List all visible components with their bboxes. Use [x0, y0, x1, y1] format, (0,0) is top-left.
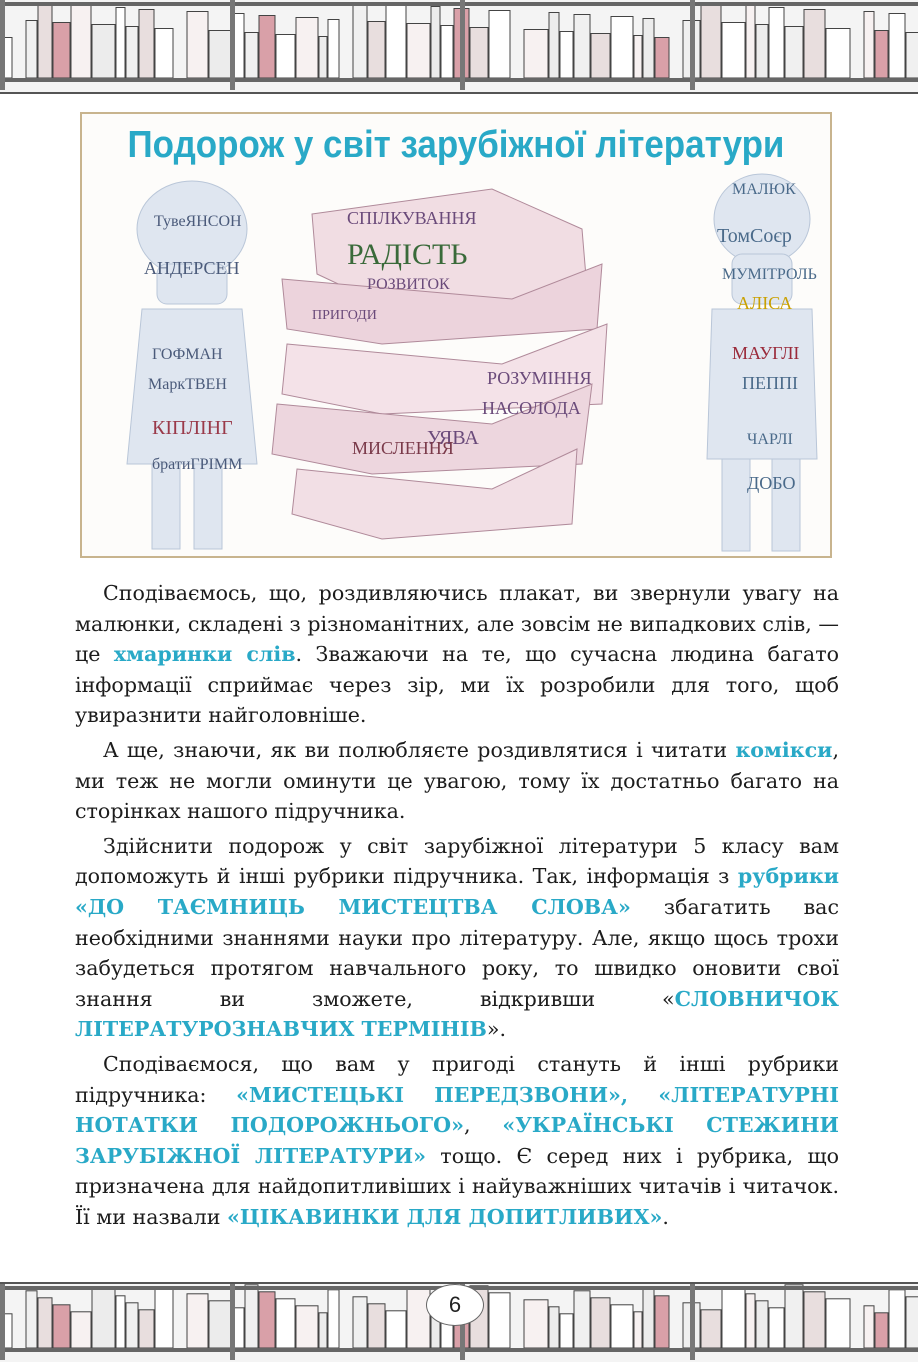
poster-word: МУМІТРОЛЬ: [722, 266, 817, 283]
paragraph-text: тощо. Є серед них і рубрика, що призначена для найдопитливіших і найуважніших читачів і читачок. Її ми назвали: [75, 1143, 839, 1229]
poster-word: братиГРІММ: [152, 456, 243, 473]
highlighted-term: СЛОВНИЧОК ЛІТЕРАТУРОЗНАВЧИХ ТЕРМІНІВ: [75, 986, 839, 1042]
poster-word: МИСЛЕННЯ: [352, 438, 454, 458]
highlighted-term: комікси: [735, 737, 833, 762]
paragraph: [75, 1049, 839, 1233]
highlighted-term: рубрики «ДО ТАЄМНИЦЬ МИСТЕЦТВА СЛОВА»: [75, 864, 839, 919]
poster-word: КІПЛІНГ: [152, 417, 233, 439]
poster-word: ПРИГОДИ: [312, 308, 377, 323]
poster-word: АНДЕРСЕН: [144, 258, 240, 278]
highlighted-term: «УКРАЇНСЬКІ СТЕЖИНИ ЗАРУБІЖНОЇ ЛІТЕРАТУРИ»: [75, 1113, 840, 1168]
poster-word: МАЛЮК: [732, 181, 796, 198]
page-number: 6: [426, 1284, 484, 1326]
poster-word: ПЕППІ: [742, 373, 798, 393]
paragraph-text: збагатить вас необхідними знаннями науки про літературу. Але, якщо щось трохи забудеться протягом навчального року, то швидко оновити свої знання ви зможете, відкривши «: [75, 894, 839, 1011]
highlighted-term: «ЦІКАВИНКИ ДЛЯ ДОПИТЛИВИХ»: [227, 1204, 663, 1229]
paragraph-text: ».: [486, 1017, 507, 1042]
highlighted-term: хмаринки слів: [113, 642, 296, 667]
poster-word: АЛІСА: [737, 293, 793, 313]
poster-word: МАУГЛІ: [732, 343, 800, 363]
poster-word: МаркТВЕН: [148, 376, 227, 393]
paragraph-text: А ще, знаючи, як ви полюбляєте роздивлятися і читати: [103, 737, 736, 762]
paragraph-text: ,: [463, 1113, 503, 1138]
poster-word: РОЗВИТОК: [367, 276, 450, 293]
word-cloud-poster: [80, 112, 832, 558]
poster-word: НАСОЛОДА: [482, 398, 581, 418]
paragraph: [75, 831, 839, 1045]
paragraph-text: Сподіваємося, що вам у пригоді стануть й інші рубрики підручника:: [75, 1051, 839, 1107]
paragraph-text: .: [662, 1204, 669, 1229]
paragraph: [75, 578, 839, 731]
poster-word: ЧАРЛІ: [747, 431, 793, 448]
paragraph-text: . Зважаючи на те, що сучасна людина багато інформації сприймає через зір, ми їх розробили для того, щоб увиразнити найголовніше.: [75, 642, 840, 728]
poster-word: РОЗУМІННЯ: [487, 368, 592, 388]
paragraph: [75, 735, 839, 827]
poster-word: ДОБО: [747, 473, 796, 493]
poster-word: ГОФМАН: [152, 346, 223, 363]
paragraph-text: Здійснити подорож у світ зарубіжної літератури 5 класу вам допоможуть й інші рубрики підручника. Так, інформація з: [75, 833, 839, 889]
bookshelf-border-top: [0, 0, 918, 94]
paragraph-text: , ми теж не могли оминути це увагою, тому їх достатньо багато на сторінках нашого підручника.: [75, 737, 839, 824]
body-text: [75, 578, 839, 1236]
poster-word: ТувеЯНСОН: [154, 213, 242, 230]
poster-word: РАДІСТЬ: [347, 238, 468, 271]
highlighted-term: «МИСТЕЦЬКІ ПЕРЕДЗВОНИ», «ЛІТЕРАТУРНІ НОТАТКИ ПОДОРОЖНЬОГО»: [75, 1082, 839, 1138]
poster-illustration: [82, 114, 830, 556]
poster-title: Подорож у світ зарубіжної літератури: [127, 124, 785, 166]
poster-word: УЯВА: [427, 427, 479, 449]
poster-word: СПІЛКУВАННЯ: [347, 208, 477, 228]
poster-word: ТомСоєр: [717, 225, 792, 247]
paragraph-text: Сподіваємось, що, роздивляючись плакат, ви звернули увагу на малюнки, складені з різноманітних, але зовсім не випадкових слів, — це: [75, 581, 839, 667]
